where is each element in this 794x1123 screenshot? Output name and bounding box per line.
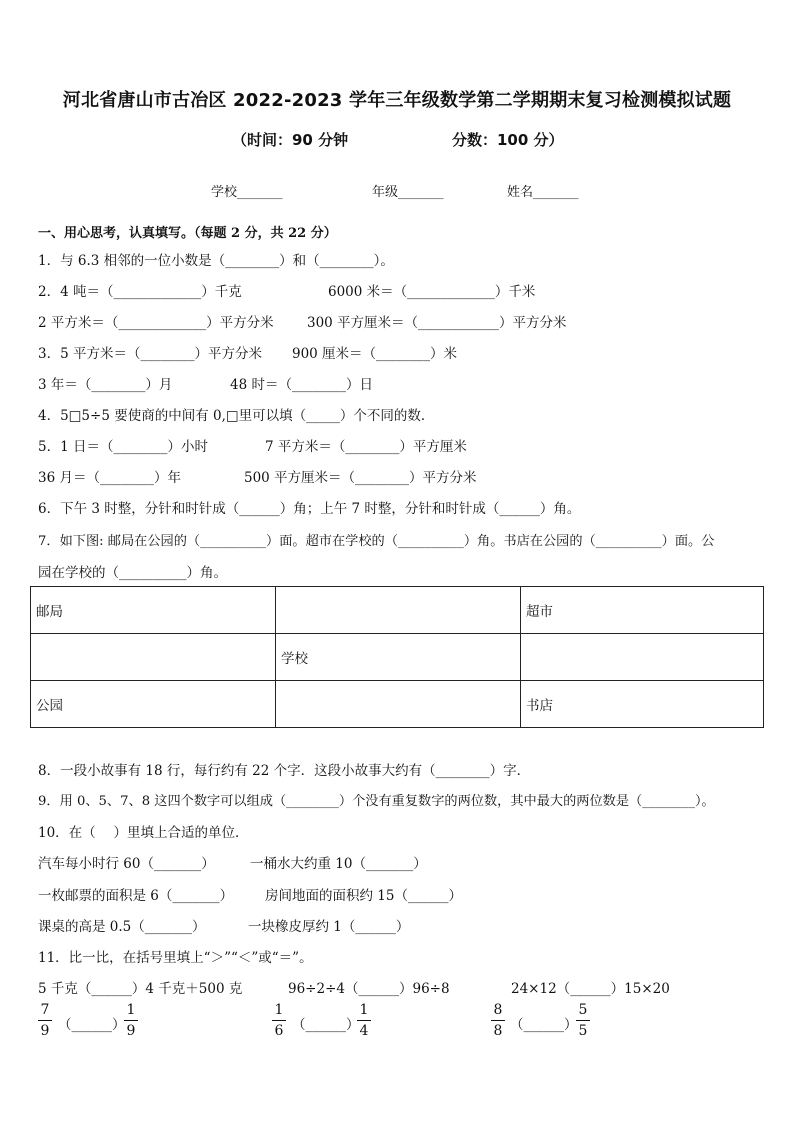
fraction <box>272 1001 286 1040</box>
question-10e: 课桌的高是 0.5（_______） <box>38 919 206 935</box>
table-row <box>31 681 764 728</box>
numerator: 8 <box>493 1002 503 1018</box>
table-row <box>31 587 764 634</box>
question-11: 11．比一比，在括号里填上“＞”“＜”或“＝”。 <box>38 950 313 966</box>
question-2d: 300 平方厘米＝（____________）平方分米 <box>307 315 567 331</box>
grid-cell: 书店 <box>521 681 764 728</box>
grid-cell <box>521 634 764 681</box>
fraction-bar <box>124 1020 138 1021</box>
school-field[interactable]: 学校_______ <box>211 185 283 200</box>
question-11b: 96÷2÷4（______）96÷8 <box>288 981 450 997</box>
question-11c: 24×12（______）15×20 <box>511 981 670 997</box>
grid-cell: 邮局 <box>31 587 276 634</box>
question-10b: 一桶水大约重 10（_______） <box>250 856 427 872</box>
question-10c: 一枚邮票的面积是 6（_______） <box>38 888 234 904</box>
section-heading: 一、用心思考，认真填写。（每题 2 分，共 22 分） <box>38 226 337 241</box>
question-3a: 3．5 平方米＝（________）平方分米 <box>38 346 262 362</box>
question-10f: 一块橡皮厚约 1（______） <box>248 919 410 935</box>
fraction-bar <box>38 1020 52 1021</box>
question-3d: 48 时＝（________）日 <box>230 377 373 393</box>
denominator: 5 <box>578 1023 588 1039</box>
denominator: 6 <box>274 1023 284 1039</box>
question-9: 9．用 0、5、7、8 这四个数字可以组成（________）个没有重复数字的两位数，其中最大的两位数是（________）。 <box>38 794 715 809</box>
grade-field[interactable]: 年级_______ <box>372 185 444 200</box>
question-5a: 5．1 日＝（________）小时 <box>38 439 208 455</box>
grid-cell: 超市 <box>521 587 764 634</box>
question-8: 8．一段小故事有 18 行，每行约有 22 个字．这段小故事大约有（________）字． <box>38 763 531 779</box>
answer-blank[interactable]: （______） <box>58 1017 126 1033</box>
numerator: 1 <box>274 1002 284 1018</box>
fraction <box>576 1001 590 1040</box>
map-grid <box>30 586 764 728</box>
question-6: 6．下午 3 时整，分针和时针成（______）角；上午 7 时整，分针和时针成（______）角。 <box>38 501 581 517</box>
question-11a: 5 千克（______）4 千克＋500 克 <box>38 981 243 997</box>
fraction <box>38 1001 52 1040</box>
question-3c: 3 年＝（________）月 <box>38 377 173 393</box>
question-7b: 园在学校的（__________）角。 <box>38 565 227 581</box>
numerator: 5 <box>578 1002 588 1018</box>
numerator: 1 <box>359 1002 369 1018</box>
question-2a: 2．4 吨＝（_____________）千克 <box>38 284 242 300</box>
grid-cell <box>276 587 521 634</box>
page-title: 河北省唐山市古冶区 2022-2023 学年三年级数学第二学期期末复习检测模拟试题 <box>62 90 732 111</box>
grid-cell <box>31 634 276 681</box>
answer-blank[interactable]: （______） <box>292 1017 360 1033</box>
numerator: 1 <box>126 1002 136 1018</box>
fraction-bar <box>491 1020 505 1021</box>
question-2c: 2 平方米＝（_____________）平方分米 <box>38 315 274 331</box>
denominator: 4 <box>359 1023 369 1039</box>
question-5d: 500 平方厘米＝（________）平方分米 <box>244 470 477 486</box>
fraction <box>357 1001 371 1040</box>
question-10a: 汽车每小时行 60（_______） <box>38 856 215 872</box>
fraction <box>491 1001 505 1040</box>
question-5b: 7 平方米＝（________）平方厘米 <box>265 439 467 455</box>
fraction-bar <box>272 1020 286 1021</box>
fraction-bar <box>576 1020 590 1021</box>
name-field[interactable]: 姓名_______ <box>507 185 579 200</box>
table-row <box>31 634 764 681</box>
question-7a: 7．如下图: 邮局在公园的（__________）面。超市在学校的（__________）角。书店在公园的（__________）面。公 <box>38 534 715 549</box>
answer-blank[interactable]: （______） <box>510 1017 578 1033</box>
fraction <box>124 1001 138 1040</box>
exam-score: 分数：100 分） <box>452 131 564 149</box>
denominator: 8 <box>493 1023 503 1039</box>
question-1: 1．与 6.3 相邻的一位小数是（________）和（________）。 <box>38 253 394 269</box>
question-4: 4．5□5÷5 要使商的中间有 0,□里可以填（_____）个不同的数． <box>38 408 435 424</box>
fraction-bar <box>357 1020 371 1021</box>
denominator: 9 <box>126 1023 136 1039</box>
grid-cell: 学校 <box>276 634 521 681</box>
question-10d: 房间地面的面积约 15（______） <box>265 888 462 904</box>
question-5c: 36 月＝（________）年 <box>38 470 181 486</box>
question-10: 10．在（ ）里填上合适的单位． <box>38 825 249 841</box>
numerator: 7 <box>40 1002 50 1018</box>
grid-cell <box>276 681 521 728</box>
denominator: 9 <box>40 1023 50 1039</box>
exam-time: （时间：90 分钟 <box>232 131 349 149</box>
grid-cell: 公园 <box>31 681 276 728</box>
question-3b: 900 厘米＝（________）米 <box>292 346 458 362</box>
question-2b: 6000 米＝（_____________）千米 <box>328 284 536 300</box>
